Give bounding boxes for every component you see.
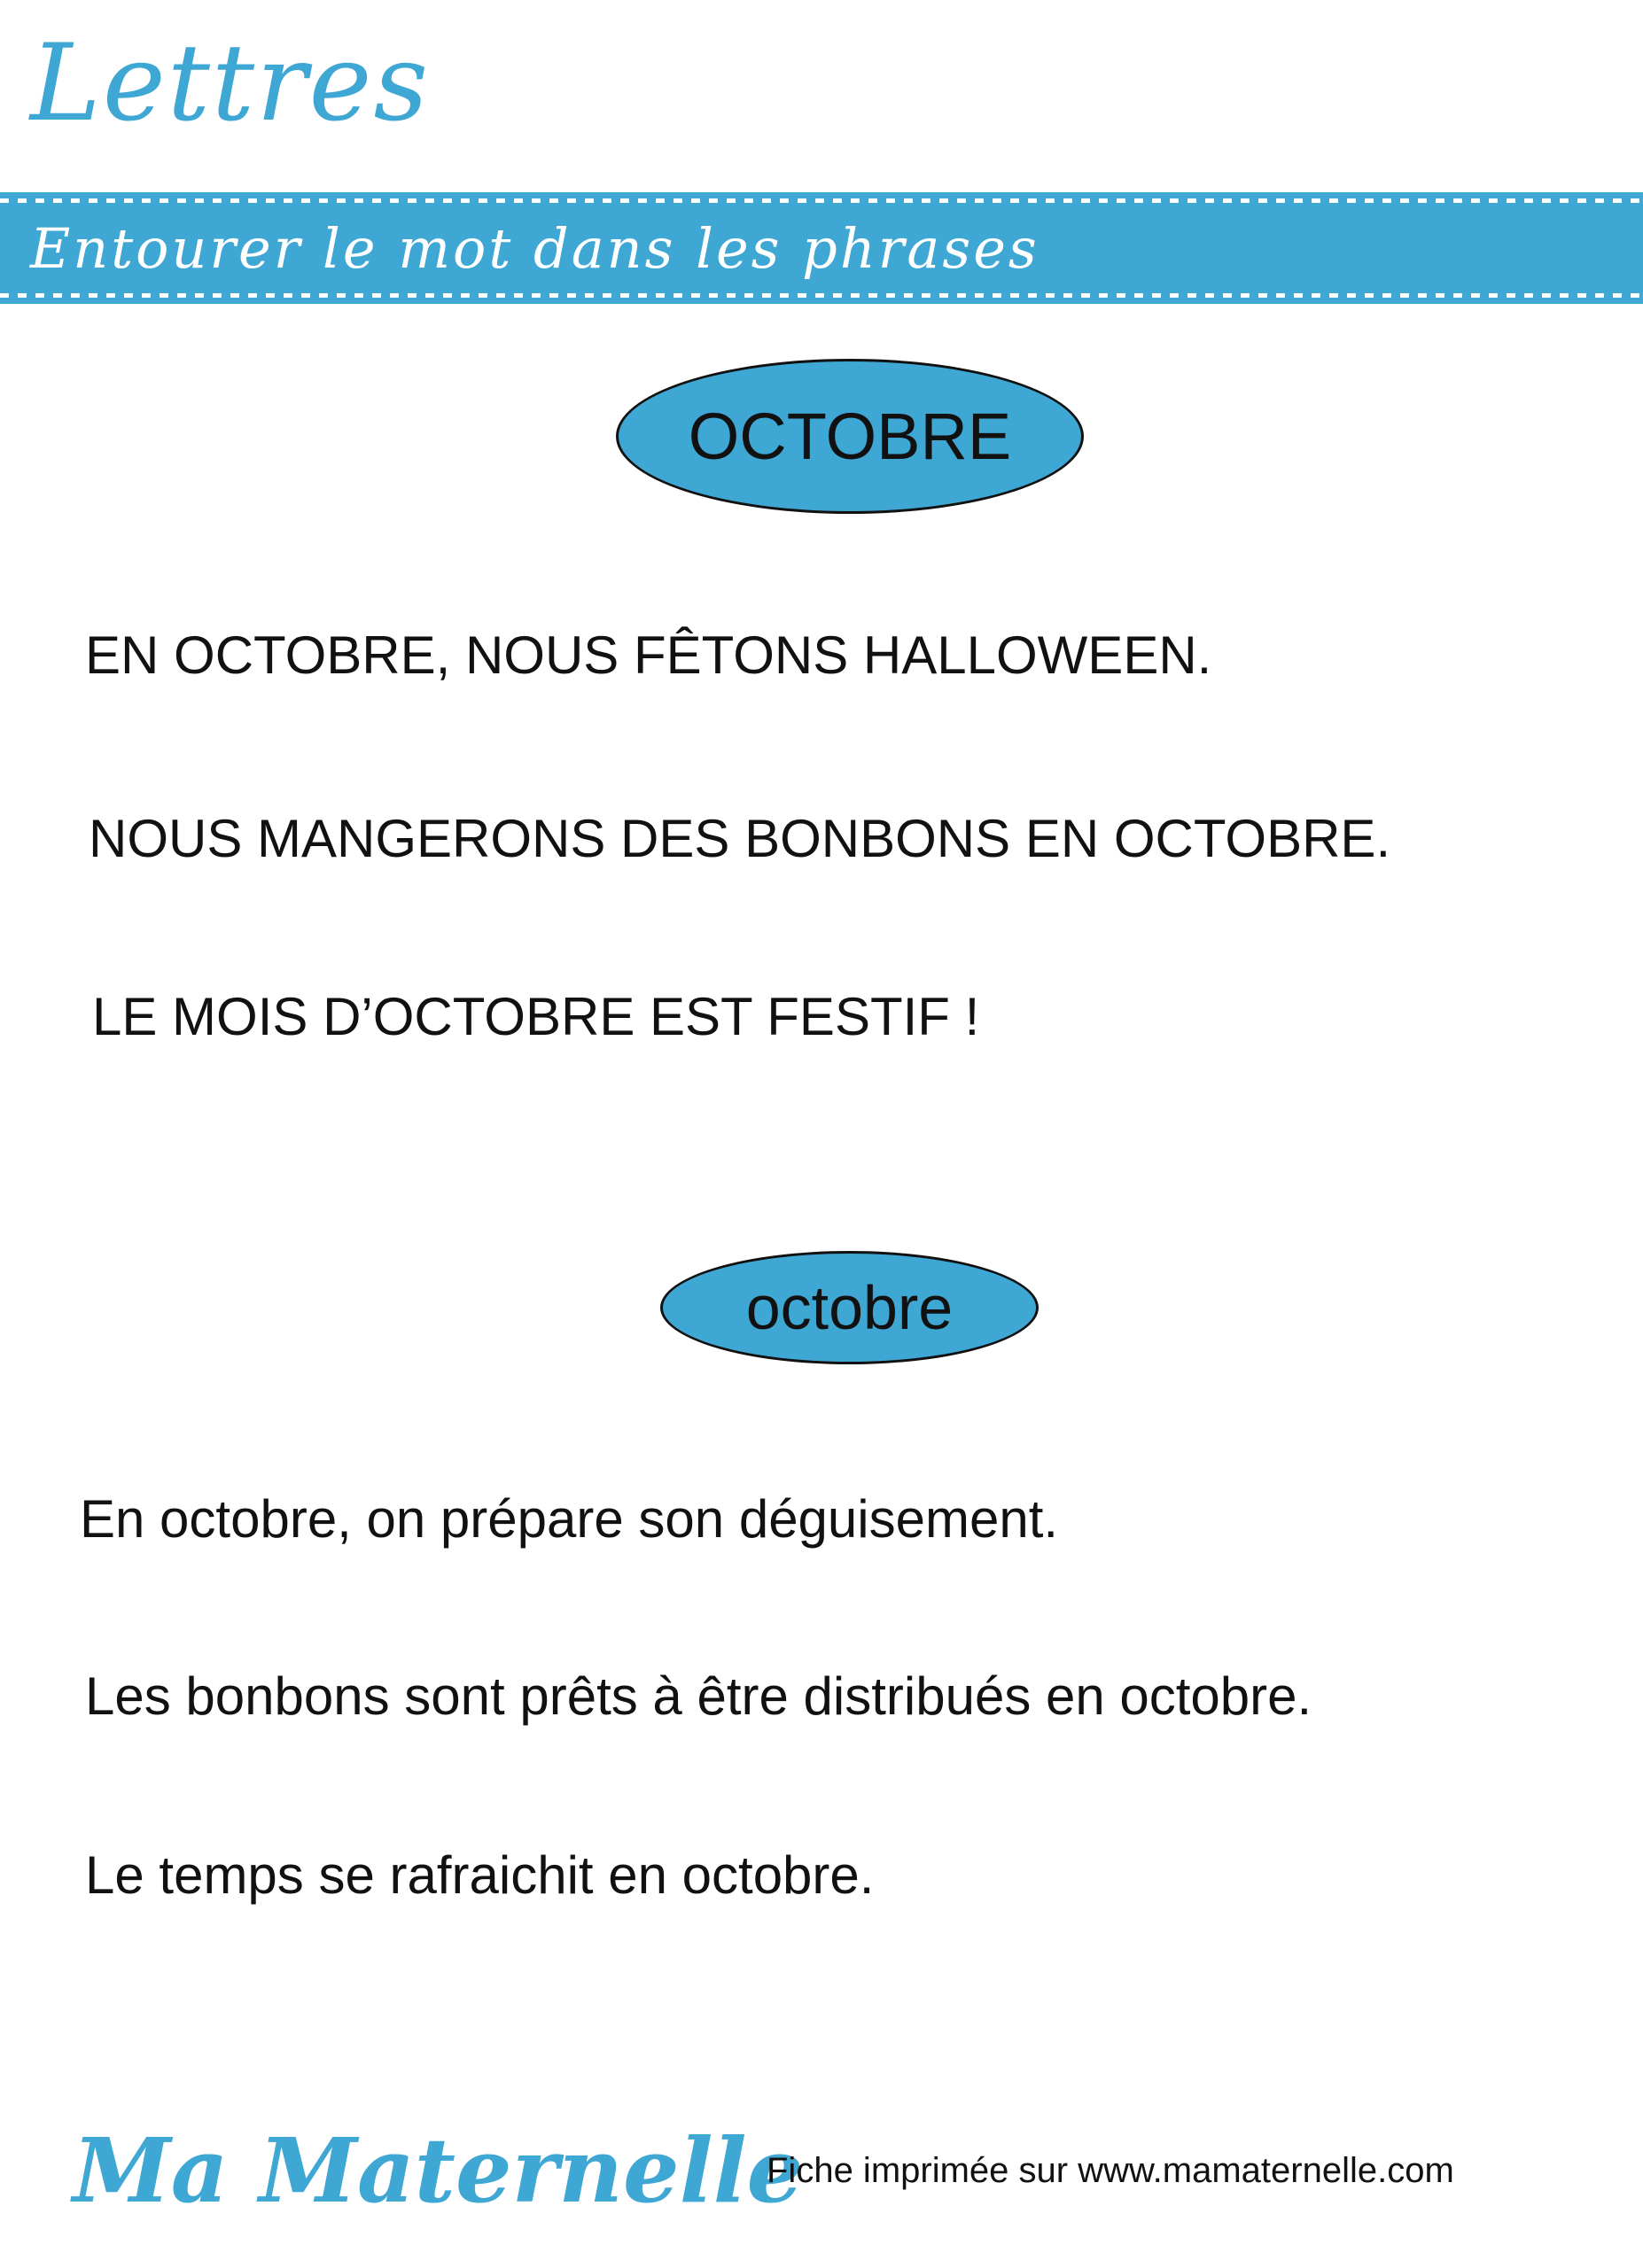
sentence-uppercase-3: LE MOIS D’OCTOBRE EST FESTIF ! bbox=[92, 987, 980, 1046]
sentence-uppercase-2: NOUS MANGERONS DES BONBONS EN OCTOBRE. bbox=[89, 809, 1391, 868]
page-title: Lettres bbox=[30, 22, 431, 145]
target-word-uppercase: OCTOBRE bbox=[616, 359, 1084, 514]
brand-logo: Ma Maternelle bbox=[73, 2118, 804, 2223]
sentence-lowercase-2: Les bonbons sont prêts à être distribués en octobre. bbox=[85, 1666, 1312, 1726]
footer-note: Fiche imprimée sur www.mamaternelle.com bbox=[767, 2151, 1454, 2190]
instruction-text: Entourer le mot dans les phrases bbox=[30, 216, 1040, 281]
sentence-lowercase-1: En octobre, on prépare son déguisement. bbox=[80, 1489, 1059, 1549]
instruction-banner bbox=[0, 192, 1643, 304]
sentence-lowercase-3: Le temps se rafraichit en octobre. bbox=[85, 1845, 875, 1905]
banner-bottom-dashes bbox=[0, 293, 1643, 298]
sentence-uppercase-1: EN OCTOBRE, NOUS FÊTONS HALLOWEEN. bbox=[85, 625, 1212, 685]
target-word-lowercase: octobre bbox=[660, 1251, 1039, 1364]
banner-top-dashes bbox=[0, 198, 1643, 203]
